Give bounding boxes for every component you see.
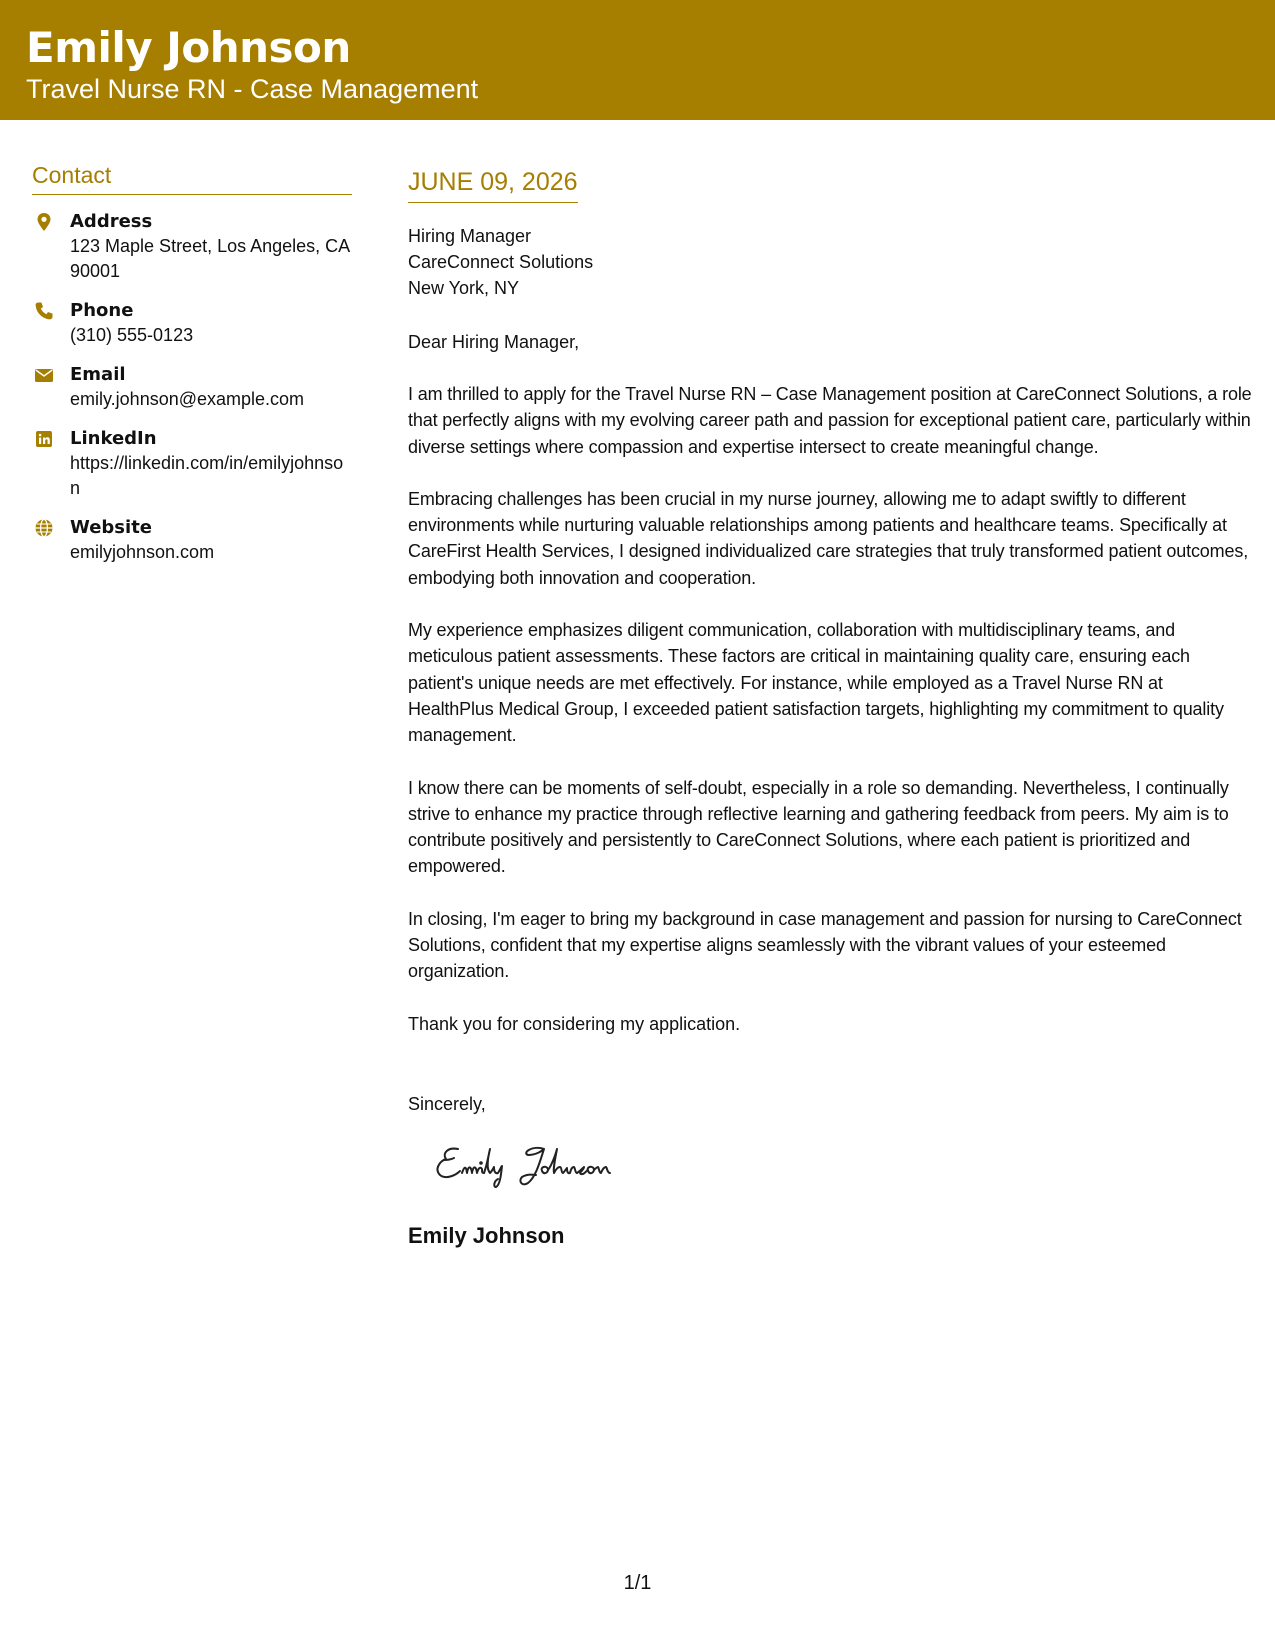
salutation: Dear Hiring Manager, xyxy=(408,332,580,352)
closing-line: Thank you for considering my application. xyxy=(408,1013,741,1034)
recipient-line: New York, NY xyxy=(408,278,520,298)
linkedin-link[interactable]: https://linkedin.com/in/emilyjohnson xyxy=(70,453,344,498)
linkedin-icon xyxy=(34,429,54,449)
contact-label: Phone xyxy=(70,300,134,321)
contact-label: Address xyxy=(70,211,153,232)
contact-section-title: Contact xyxy=(32,160,352,195)
date-block xyxy=(408,166,578,203)
contact-item-phone xyxy=(32,298,352,348)
contact-label: LinkedIn xyxy=(70,428,157,449)
globe-icon xyxy=(34,518,54,538)
page-number: 1/1 xyxy=(623,1572,652,1594)
letter-paragraph: I know there can be moments of self-doubt, especially in a role so demanding. Nevertheless, I continually strive to enhance my practice through reflective learning and gathering feedback from peers. My aim is to contribute positively and persistently to CareConnect Solutions, where each patient is prioritized and empowered. xyxy=(408,777,1229,877)
signature-image xyxy=(424,1135,664,1199)
envelope-icon xyxy=(34,365,54,385)
contact-item-email xyxy=(32,362,352,412)
address-value: 123 Maple Street, Los Angeles, CA 90001 xyxy=(70,236,350,281)
applicant-name: Emily Johnson xyxy=(26,23,351,72)
signer-name: Emily Johnson xyxy=(408,1222,565,1248)
contact-sidebar xyxy=(32,160,352,565)
letter-body xyxy=(408,166,1253,1250)
recipient-block xyxy=(408,223,1253,301)
letter-paragraph: I am thrilled to apply for the Travel Nurse RN – Case Management position at CareConnect Solutions, a role that perfectly aligns with my evolving career path and passion for exceptional patient care, particularly within diverse settings where compassion and expertise intersect to create meaningful change. xyxy=(408,384,1252,457)
applicant-role: Travel Nurse RN - Case Management xyxy=(26,74,479,104)
phone-icon xyxy=(34,301,54,321)
email-link[interactable]: emily.johnson@example.com xyxy=(70,389,305,409)
recipient-line: CareConnect Solutions xyxy=(408,252,594,272)
website-link[interactable]: emilyjohnson.com xyxy=(70,542,215,562)
recipient-line: Hiring Manager xyxy=(408,226,532,246)
header-banner xyxy=(0,0,1275,120)
contact-item-linkedin xyxy=(32,426,352,501)
letter-date: JUNE 09, 2026 xyxy=(408,168,578,196)
phone-value: (310) 555-0123 xyxy=(70,325,194,345)
contact-item-address xyxy=(32,209,352,284)
letter-paragraph: My experience emphasizes diligent communication, collaboration with multidisciplinary teams, and meticulous patient assessments. These factors are critical in maintaining quality care, ensuring each patient's unique needs are met effectively. For instance, while employed as a Travel Nurse RN at HealthPlus Medical Group, I exceeded patient satisfaction targets, highlighting my commitment to quality management. xyxy=(408,620,1224,746)
signoff: Sincerely, xyxy=(408,1093,486,1114)
contact-label: Email xyxy=(70,364,126,385)
map-pin-icon xyxy=(34,212,54,232)
contact-label: Website xyxy=(70,517,153,538)
letter-paragraph: Embracing challenges has been crucial in my nurse journey, allowing me to adapt swiftly to different environments while nurturing valuable relationships among patients and healthcare teams. Specifically at CareFirst Health Services, I designed individualized care strategies that truly transformed patient outcomes, embodying both innovation and cooperation. xyxy=(408,488,1249,588)
contact-item-website xyxy=(32,515,352,565)
letter-paragraph: In closing, I'm eager to bring my background in case management and passion for nursing to CareConnect Solutions, confident that my expertise aligns seamlessly with the vibrant values of your esteemed organization. xyxy=(408,908,1242,982)
